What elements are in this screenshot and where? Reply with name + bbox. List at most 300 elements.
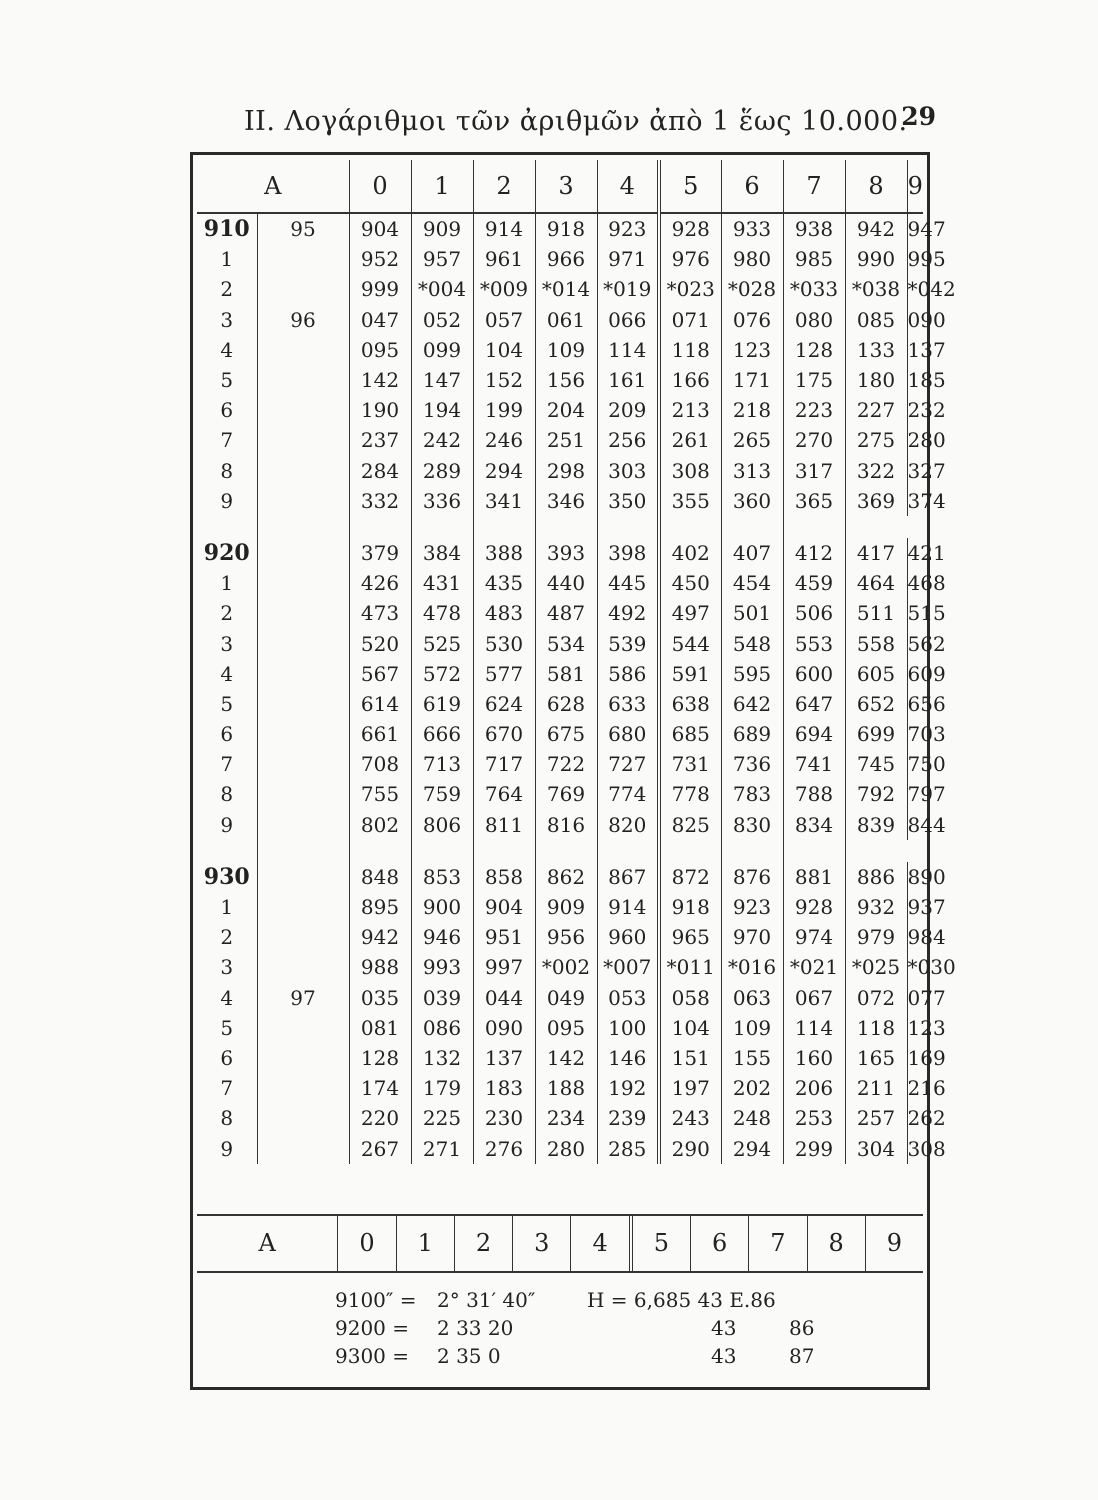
table-cell: 369 (845, 486, 907, 516)
table-cell: 928 (783, 892, 845, 922)
table-cell: 099 (411, 335, 473, 365)
row-argument: 7 (220, 1076, 234, 1101)
page-number: 29 (901, 102, 936, 131)
footer-header-arg: A (258, 1229, 276, 1257)
table-cell: 581 (535, 659, 597, 689)
table-cell: 412 (783, 538, 845, 568)
table-cell: 431 (411, 568, 473, 598)
column-header-digit: 6 (721, 160, 783, 213)
table-row (197, 659, 923, 689)
column-header-digit: 7 (783, 160, 845, 213)
table-cell: 694 (783, 719, 845, 749)
table-cell: 675 (535, 719, 597, 749)
table-cell: 872 (659, 862, 721, 892)
table-cell: 792 (845, 779, 907, 809)
table-cell: 755 (349, 779, 411, 809)
mantissa-prefix (257, 274, 349, 304)
table-row (197, 628, 923, 658)
table-cell: 993 (411, 952, 473, 982)
table-cell: 689 (721, 719, 783, 749)
table-cell: 076 (721, 305, 783, 335)
table-cell: 137 (473, 1043, 535, 1073)
table-cell: 966 (535, 244, 597, 274)
table-cell: 830 (721, 810, 783, 840)
table-cell: 384 (411, 538, 473, 568)
table-cell: 979 (845, 922, 907, 952)
spacer-cell (597, 840, 659, 862)
row-argument: 4 (220, 661, 234, 686)
row-argument: 1 (220, 247, 234, 272)
table-cell: 090 (907, 305, 923, 335)
table-cell: 960 (597, 922, 659, 952)
table-cell: 974 (783, 922, 845, 952)
table-cell: 904 (473, 892, 535, 922)
table-cell: 670 (473, 719, 535, 749)
table-cell: 336 (411, 486, 473, 516)
table-cell: *009 (473, 274, 535, 304)
table-row (197, 486, 923, 516)
mantissa-prefix (257, 922, 349, 952)
mantissa-prefix (257, 538, 349, 568)
spacer-cell (197, 516, 257, 538)
table-cell: 355 (659, 486, 721, 516)
table-cell: 497 (659, 598, 721, 628)
table-cell: 388 (473, 538, 535, 568)
spacer-cell (349, 840, 411, 862)
table-cell: 169 (907, 1043, 923, 1073)
table-cell: 825 (659, 810, 721, 840)
note-degrees: 2 33 20 (437, 1316, 514, 1340)
table-cell: 685 (659, 719, 721, 749)
table-cell: 459 (783, 568, 845, 598)
column-header-digit: 1 (411, 160, 473, 213)
table-cell: 703 (907, 719, 923, 749)
spacer-cell (349, 516, 411, 538)
row-argument: 9 (220, 1136, 234, 1161)
mantissa-prefix (257, 1013, 349, 1043)
table-cell: 137 (907, 335, 923, 365)
table-cell: 225 (411, 1103, 473, 1133)
table-cell: 166 (659, 365, 721, 395)
table-cell: 605 (845, 659, 907, 689)
table-cell: 900 (411, 892, 473, 922)
table-cell: 174 (349, 1073, 411, 1103)
note-arc-value: 9100″ = (335, 1288, 417, 1312)
table-cell: 147 (411, 365, 473, 395)
table-cell: 923 (721, 892, 783, 922)
table-cell: 220 (349, 1103, 411, 1133)
row-argument: 5 (220, 368, 234, 393)
spacer-cell (411, 516, 473, 538)
mantissa-prefix (257, 395, 349, 425)
footer-header-digit: 3 (512, 1216, 570, 1271)
table-cell: 881 (783, 862, 845, 892)
table-cell: 035 (349, 983, 411, 1013)
spacer-cell (535, 516, 597, 538)
table-cell: 049 (535, 983, 597, 1013)
table-cell: 731 (659, 749, 721, 779)
table-cell: 990 (845, 244, 907, 274)
table-cell: 647 (783, 689, 845, 719)
spacer-cell (257, 840, 349, 862)
table-cell: 237 (349, 425, 411, 455)
table-cell: 290 (659, 1133, 721, 1163)
row-argument: 4 (220, 337, 234, 362)
row-argument: 920 (203, 539, 250, 566)
table-cell: 365 (783, 486, 845, 516)
mantissa-prefix: 96 (257, 305, 349, 335)
table-cell: 077 (907, 983, 923, 1013)
spacer-cell (197, 840, 257, 862)
table-cell: 190 (349, 395, 411, 425)
table-cell: *028 (721, 274, 783, 304)
table-cell: 862 (535, 862, 597, 892)
table-cell: 802 (349, 810, 411, 840)
table-cell: 223 (783, 395, 845, 425)
table-cell: 039 (411, 983, 473, 1013)
table-cell: 308 (907, 1133, 923, 1163)
footer-header-digit: 7 (748, 1216, 806, 1271)
table-cell: 858 (473, 862, 535, 892)
table-cell: 454 (721, 568, 783, 598)
spacer-cell (659, 516, 721, 538)
table-cell: *038 (845, 274, 907, 304)
table-row (197, 244, 923, 274)
table-cell: 061 (535, 305, 597, 335)
row-argument: 7 (220, 752, 234, 777)
table-row (197, 1013, 923, 1043)
table-cell: 946 (411, 922, 473, 952)
table-cell: 341 (473, 486, 535, 516)
table-cell: 980 (721, 244, 783, 274)
table-row (197, 689, 923, 719)
row-argument: 9 (220, 812, 234, 837)
mantissa-prefix (257, 659, 349, 689)
table-row (197, 365, 923, 395)
table-row (197, 779, 923, 809)
table-cell: 402 (659, 538, 721, 568)
table-cell: 909 (411, 213, 473, 244)
table-cell: 764 (473, 779, 535, 809)
table-cell: 839 (845, 810, 907, 840)
table-cell: *004 (411, 274, 473, 304)
table-row (197, 598, 923, 628)
table-cell: 562 (907, 628, 923, 658)
footer-header-digit: 9 (865, 1216, 923, 1271)
table-cell: 957 (411, 244, 473, 274)
table-cell: 072 (845, 983, 907, 1013)
table-cell: 942 (845, 213, 907, 244)
table-cell: 997 (473, 952, 535, 982)
table-cell: 118 (845, 1013, 907, 1043)
row-argument: 3 (220, 955, 234, 980)
table-row (197, 395, 923, 425)
table-cell: 213 (659, 395, 721, 425)
table-cell: 197 (659, 1073, 721, 1103)
mantissa-prefix (257, 598, 349, 628)
table-cell: 175 (783, 365, 845, 395)
spacer-cell (597, 516, 659, 538)
table-cell: 262 (907, 1103, 923, 1133)
note-degrees: 2 35 0 (437, 1344, 501, 1368)
mantissa-prefix (257, 628, 349, 658)
table-cell: 976 (659, 244, 721, 274)
column-header-digit: 8 (845, 160, 907, 213)
table-cell: 445 (597, 568, 659, 598)
table-cell: 942 (349, 922, 411, 952)
table-cell: 123 (721, 335, 783, 365)
table-cell: 666 (411, 719, 473, 749)
mantissa-prefix (257, 749, 349, 779)
table-cell: 379 (349, 538, 411, 568)
block-spacer (197, 840, 923, 862)
table-cell: 194 (411, 395, 473, 425)
table-cell: 066 (597, 305, 659, 335)
table-cell: 360 (721, 486, 783, 516)
table-cell: 246 (473, 425, 535, 455)
table-cell: 820 (597, 810, 659, 840)
row-argument: 8 (220, 782, 234, 807)
spacer-cell (535, 840, 597, 862)
row-argument: 4 (220, 985, 234, 1010)
spacer-cell (659, 840, 721, 862)
spacer-cell (845, 516, 907, 538)
table-cell: 289 (411, 456, 473, 486)
table-cell: 161 (597, 365, 659, 395)
mantissa-prefix: 95 (257, 213, 349, 244)
table-cell: 553 (783, 628, 845, 658)
table-cell: 638 (659, 689, 721, 719)
table-cell: 204 (535, 395, 597, 425)
table-footer-header (197, 1214, 923, 1273)
table-cell: 769 (535, 779, 597, 809)
table-cell: 234 (535, 1103, 597, 1133)
table-cell: 904 (349, 213, 411, 244)
block-spacer (197, 516, 923, 538)
log-table (197, 160, 956, 1164)
table-cell: 534 (535, 628, 597, 658)
table-cell: 304 (845, 1133, 907, 1163)
table-cell: 216 (907, 1073, 923, 1103)
table-cell: 609 (907, 659, 923, 689)
footer-header-digit: 6 (690, 1216, 748, 1271)
table-body (197, 213, 956, 1164)
table-cell: 788 (783, 779, 845, 809)
table-cell: 572 (411, 659, 473, 689)
table-cell: 938 (783, 213, 845, 244)
table-cell: 961 (473, 244, 535, 274)
table-cell: 867 (597, 862, 659, 892)
row-argument: 1 (220, 895, 234, 920)
table-cell: 128 (783, 335, 845, 365)
table-row (197, 892, 923, 922)
table-cell: 928 (659, 213, 721, 244)
table-cell: 984 (907, 922, 923, 952)
table-row (197, 305, 923, 335)
note-degrees: 2° 31′ 40″ (437, 1288, 536, 1312)
table-row (197, 274, 923, 304)
table-cell: 717 (473, 749, 535, 779)
table-cell: 417 (845, 538, 907, 568)
table-cell: 614 (349, 689, 411, 719)
mantissa-prefix (257, 1043, 349, 1073)
log-table-frame (190, 152, 956, 1390)
table-cell: 142 (535, 1043, 597, 1073)
footer-header-digit: 8 (807, 1216, 865, 1271)
mantissa-prefix (257, 952, 349, 982)
table-cell: 253 (783, 1103, 845, 1133)
table-cell: 923 (597, 213, 659, 244)
table-cell: 242 (411, 425, 473, 455)
table-cell: 332 (349, 486, 411, 516)
table-cell: 995 (907, 244, 923, 274)
table-row (197, 425, 923, 455)
footer-header-digit: 1 (396, 1216, 454, 1271)
table-cell: 656 (907, 689, 923, 719)
spacer-cell (845, 840, 907, 862)
table-row (197, 983, 923, 1013)
table-cell: 515 (907, 598, 923, 628)
table-cell: 783 (721, 779, 783, 809)
table-cell: 095 (349, 335, 411, 365)
table-cell: 086 (411, 1013, 473, 1043)
table-cell: 483 (473, 598, 535, 628)
table-cell: 699 (845, 719, 907, 749)
table-cell: 619 (411, 689, 473, 719)
table-cell: 052 (411, 305, 473, 335)
table-cell: 473 (349, 598, 411, 628)
table-cell: 450 (659, 568, 721, 598)
table-cell: 275 (845, 425, 907, 455)
table-cell: 918 (659, 892, 721, 922)
table-cell: *019 (597, 274, 659, 304)
table-row (197, 719, 923, 749)
table-cell: 421 (907, 538, 923, 568)
table-cell: 797 (907, 779, 923, 809)
table-cell: *014 (535, 274, 597, 304)
table-cell: 492 (597, 598, 659, 628)
note-arc-value: 9200 = (335, 1316, 410, 1340)
table-cell: 299 (783, 1133, 845, 1163)
table-cell: 988 (349, 952, 411, 982)
row-argument: 6 (220, 398, 234, 423)
note-h-value: H = 6,685 43 E.86 (587, 1288, 776, 1312)
table-cell: 478 (411, 598, 473, 628)
table-cell: 248 (721, 1103, 783, 1133)
row-argument: 1 (220, 571, 234, 596)
table-cell: 952 (349, 244, 411, 274)
table-cell: 199 (473, 395, 535, 425)
table-cell: 303 (597, 456, 659, 486)
table-cell: 280 (907, 425, 923, 455)
row-argument: 6 (220, 722, 234, 747)
table-cell: 202 (721, 1073, 783, 1103)
table-cell: 267 (349, 1133, 411, 1163)
table-cell: 179 (411, 1073, 473, 1103)
table-cell: 774 (597, 779, 659, 809)
mantissa-prefix (257, 689, 349, 719)
row-argument: 930 (203, 863, 250, 890)
table-cell: 525 (411, 628, 473, 658)
mantissa-prefix (257, 425, 349, 455)
table-cell: 713 (411, 749, 473, 779)
table-cell: 759 (411, 779, 473, 809)
spacer-cell (473, 516, 535, 538)
spacer-cell (257, 516, 349, 538)
table-cell: 745 (845, 749, 907, 779)
table-cell: 280 (535, 1133, 597, 1163)
table-cell: 600 (783, 659, 845, 689)
table-cell: 918 (535, 213, 597, 244)
table-cell: *021 (783, 952, 845, 982)
column-header-digit: 3 (535, 160, 597, 213)
mantissa-prefix (257, 456, 349, 486)
footer-header-digit: 2 (454, 1216, 512, 1271)
table-cell: 104 (659, 1013, 721, 1043)
table-cell: 374 (907, 486, 923, 516)
table-cell: 350 (597, 486, 659, 516)
table-cell: 209 (597, 395, 659, 425)
footer-header-digit: 5 (629, 1216, 690, 1271)
table-cell: 270 (783, 425, 845, 455)
table-cell: 192 (597, 1073, 659, 1103)
table-cell: 047 (349, 305, 411, 335)
table-cell: 624 (473, 689, 535, 719)
table-cell: 243 (659, 1103, 721, 1133)
table-cell: 104 (473, 335, 535, 365)
table-cell: 965 (659, 922, 721, 952)
table-cell: 848 (349, 862, 411, 892)
table-cell: 722 (535, 749, 597, 779)
mantissa-prefix (257, 892, 349, 922)
column-header-digit: 5 (659, 160, 721, 213)
spacer-cell (783, 516, 845, 538)
table-cell: 165 (845, 1043, 907, 1073)
table-cell: 886 (845, 862, 907, 892)
table-cell: 468 (907, 568, 923, 598)
table-row (197, 810, 923, 840)
column-header-digit: 4 (597, 160, 659, 213)
table-cell: *007 (597, 952, 659, 982)
table-cell: 558 (845, 628, 907, 658)
table-cell: 548 (721, 628, 783, 658)
table-cell: 895 (349, 892, 411, 922)
row-argument: 6 (220, 1045, 234, 1070)
table-cell: 257 (845, 1103, 907, 1133)
table-cell: 271 (411, 1133, 473, 1163)
table-cell: 487 (535, 598, 597, 628)
table-cell: 971 (597, 244, 659, 274)
table-cell: 567 (349, 659, 411, 689)
table-cell: 109 (721, 1013, 783, 1043)
table-cell: 155 (721, 1043, 783, 1073)
table-cell: 999 (349, 274, 411, 304)
table-cell: 180 (845, 365, 907, 395)
spacer-cell (783, 840, 845, 862)
row-argument: 5 (220, 1015, 234, 1040)
table-cell: 708 (349, 749, 411, 779)
table-cell: 426 (349, 568, 411, 598)
table-cell: 834 (783, 810, 845, 840)
spacer-cell (411, 840, 473, 862)
table-cell: 146 (597, 1043, 659, 1073)
table-cell: 652 (845, 689, 907, 719)
table-cell: *025 (845, 952, 907, 982)
table-row (197, 538, 923, 568)
mantissa-prefix (257, 365, 349, 395)
table-cell: 956 (535, 922, 597, 952)
table-cell: 206 (783, 1073, 845, 1103)
